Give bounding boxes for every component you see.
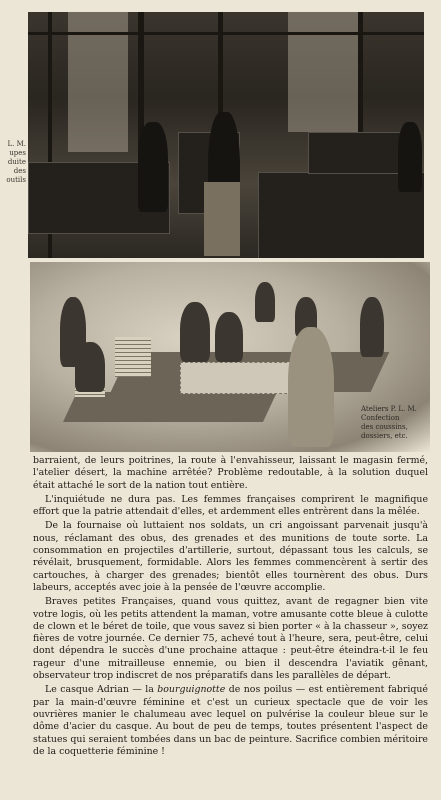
side-caption: L. M. upes duite des outils [6, 140, 26, 184]
article-body [33, 455, 428, 760]
factory-photograph [28, 12, 424, 258]
emphasis: bourguignotte [157, 684, 226, 696]
paragraph: De la fournaise où luttaient nos soldats, un cri angoissant parvenait jusqu'à nous, réclamant des obus, des grenades et des munitions de toute sorte. La consommation en projectiles d'artillerie, surtout, dépassant tous les calculs, se révélait, brusquement, formidable. Alors les femmes commencèrent à sertir des cartouches, à charger des grenades; bientôt elles tournèrent des obus. Durs labeurs, acceptés avec joie à la pensée de l'œuvre accomplie. [33, 520, 428, 593]
paragraph: L'inquiétude ne dura pas. Les femmes françaises comprirent le magnifique effort que la patrie attendait d'elles, et ardemment elles entrèrent dans la mêlée. [33, 493, 428, 518]
illustration-caption: Ateliers P. L. M. Confection des coussins, dossiers, etc. [361, 405, 417, 440]
paragraph: barraient, de leurs poitrines, la route à l'envahisseur, laissant le magasin fermé, l'atelier désert, la machine arrêtée? Problème redoutable, à la solution duquel était attaché le sort de la nation tout entière. [33, 455, 428, 491]
paragraph: Braves petites Françaises, quand vous quittez, avant de regagner bien vite votre logis, où les petits attendent la maman, votre amusante cotte bleue à culotte de clown et le béret de toile, que vous savez si bien porter « à la chasseur », soyez fières de votre journée. Ce dernier 75, achevé tout à l'heure, sera, peut-être, celui dont dépendra le succès d'une prochaine attaque : peut-être éteindra-t-il le feu rageur d'une mitrailleuse ennemie, ou bien il descendra l'aviatik gênant, observateur trop indiscret de nos préparatifs dans les parallèles de départ. [33, 596, 428, 682]
paragraph: Le casque Adrian — la bourguignotte de nos poilus — est entièrement fabriqué par la main-d'œuvre féminine et c'est un curieux spectacle que de voir les ouvrières manier le chalumeau avec lequel on pulvérise la couleur bleue sur le dôme d'acier du casque. Au bout de peu de temps, toutes présentent l'aspect de statues qui seraient tombées dans un bac de peinture. Sacrifice combien méritoire de la coquetterie féminine ! [33, 684, 428, 757]
